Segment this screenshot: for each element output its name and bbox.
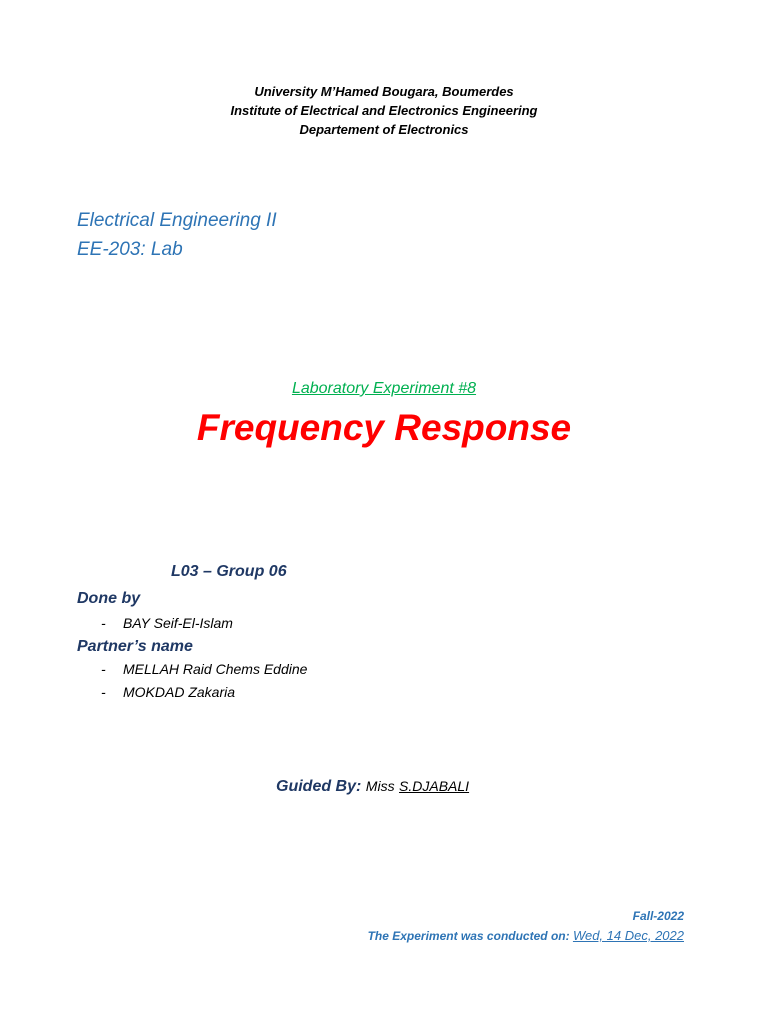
institute-name: Institute of Electrical and Electronics Engineering — [230, 103, 538, 118]
guide-prefix: Miss — [365, 778, 395, 794]
course-info — [77, 206, 277, 264]
course-code: EE-203: Lab — [77, 239, 183, 260]
semester: Fall-2022 — [632, 909, 684, 923]
course-name: Electrical Engineering II — [77, 210, 277, 231]
conducted-label: The Experiment was conducted on: — [367, 929, 570, 943]
guide-name: S.DJABALI — [399, 778, 470, 794]
member-name: MELLAH Raid Chems Eddine — [123, 661, 308, 677]
university-name: University M’Hamed Bougara, Boumerdes — [254, 84, 514, 99]
experiment-label: Laboratory Experiment #8 — [291, 380, 477, 397]
guided-by — [276, 778, 469, 796]
partner-member — [101, 661, 307, 677]
partners-heading: Partner’s name — [77, 638, 193, 655]
group-label: L03 – Group 06 — [171, 563, 287, 580]
document-footer — [368, 907, 684, 946]
department-name: Departement of Electronics — [299, 122, 469, 137]
partner-member — [101, 684, 235, 700]
document-header — [0, 82, 768, 139]
list-marker: - — [101, 615, 106, 631]
member-name: MOKDAD Zakaria — [123, 684, 236, 700]
done-by-member — [101, 615, 233, 631]
conducted-date: Wed, 14 Dec, 2022 — [572, 928, 684, 943]
list-marker: - — [101, 661, 106, 677]
done-by-heading: Done by — [77, 590, 141, 607]
list-marker: - — [101, 684, 106, 700]
member-name: BAY Seif-El-Islam — [123, 615, 233, 631]
experiment-title: Frequency Response — [196, 407, 572, 448]
conducted-info — [368, 926, 684, 946]
guided-by-label: Guided By: — [276, 778, 362, 795]
